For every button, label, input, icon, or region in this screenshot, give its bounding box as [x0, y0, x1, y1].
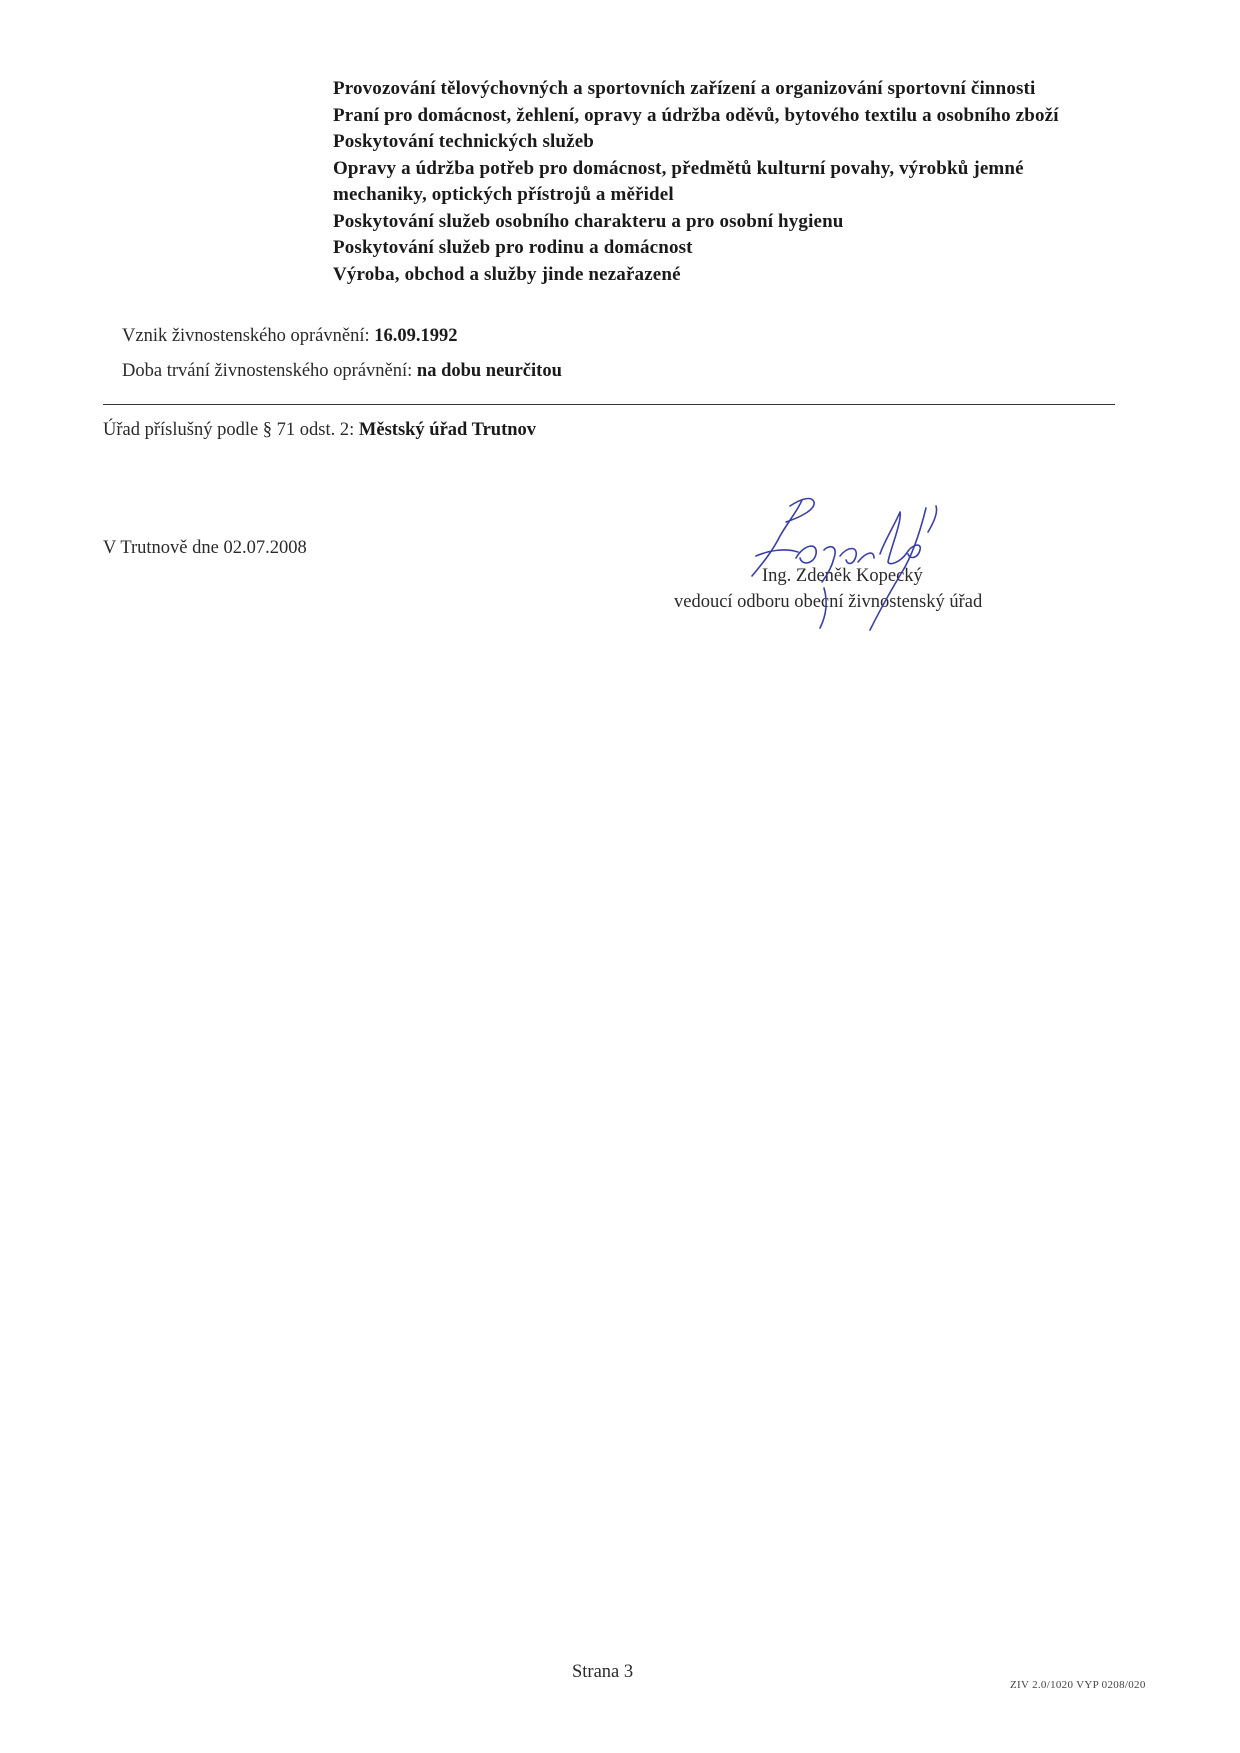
activity-item: Provozování tělovýchovných a sportovních zařízení a organizování sportovní činnosti [333, 78, 1036, 99]
activity-item: Poskytování služeb pro rodinu a domácnost [333, 237, 693, 258]
signer-name: Ing. Zdeněk Kopecký [762, 566, 923, 586]
page-number: Strana 3 [572, 1662, 634, 1682]
handwritten-signature [740, 492, 980, 652]
activity-item: Poskytování technických služeb [333, 131, 595, 152]
competent-office-value: Městský úřad Trutnov [358, 420, 537, 440]
license-duration-label: Doba trvání živnostenského oprávnění: [122, 361, 413, 381]
activity-item: Praní pro domácnost, žehlení, opravy a údržba oděvů, bytového textilu a osobního zboží [333, 104, 1059, 126]
signer-role: vedoucí odboru obecní živnostenský úřad [674, 592, 983, 612]
license-duration-field [122, 361, 562, 382]
license-origin-value: 16.09.1992 [374, 326, 458, 346]
trade-activities-list [333, 76, 1113, 288]
activity-item: Poskytování služeb osobního charakteru a pro osobní hygienu [333, 210, 844, 232]
competent-office-label: Úřad příslušný podle § 71 odst. 2: [103, 420, 355, 440]
form-code: ZIV 2.0/1020 VYP 0208/020 [1010, 1679, 1146, 1691]
license-origin-label: Vznik živnostenského oprávnění: [122, 326, 370, 346]
activity-item: Výroba, obchod a služby jinde nezařazené [333, 263, 681, 285]
license-origin-field [122, 326, 458, 347]
place-and-date: V Trutnově dne 02.07.2008 [103, 538, 307, 558]
competent-office-field [103, 420, 536, 441]
section-divider [103, 404, 1115, 405]
activity-item: Opravy a údržba potřeb pro domácnost, předmětů kulturní povahy, výrobků jemné mechaniky, optických přístrojů a měřidel [333, 157, 1024, 205]
license-duration-value: na dobu neurčitou [416, 361, 562, 381]
